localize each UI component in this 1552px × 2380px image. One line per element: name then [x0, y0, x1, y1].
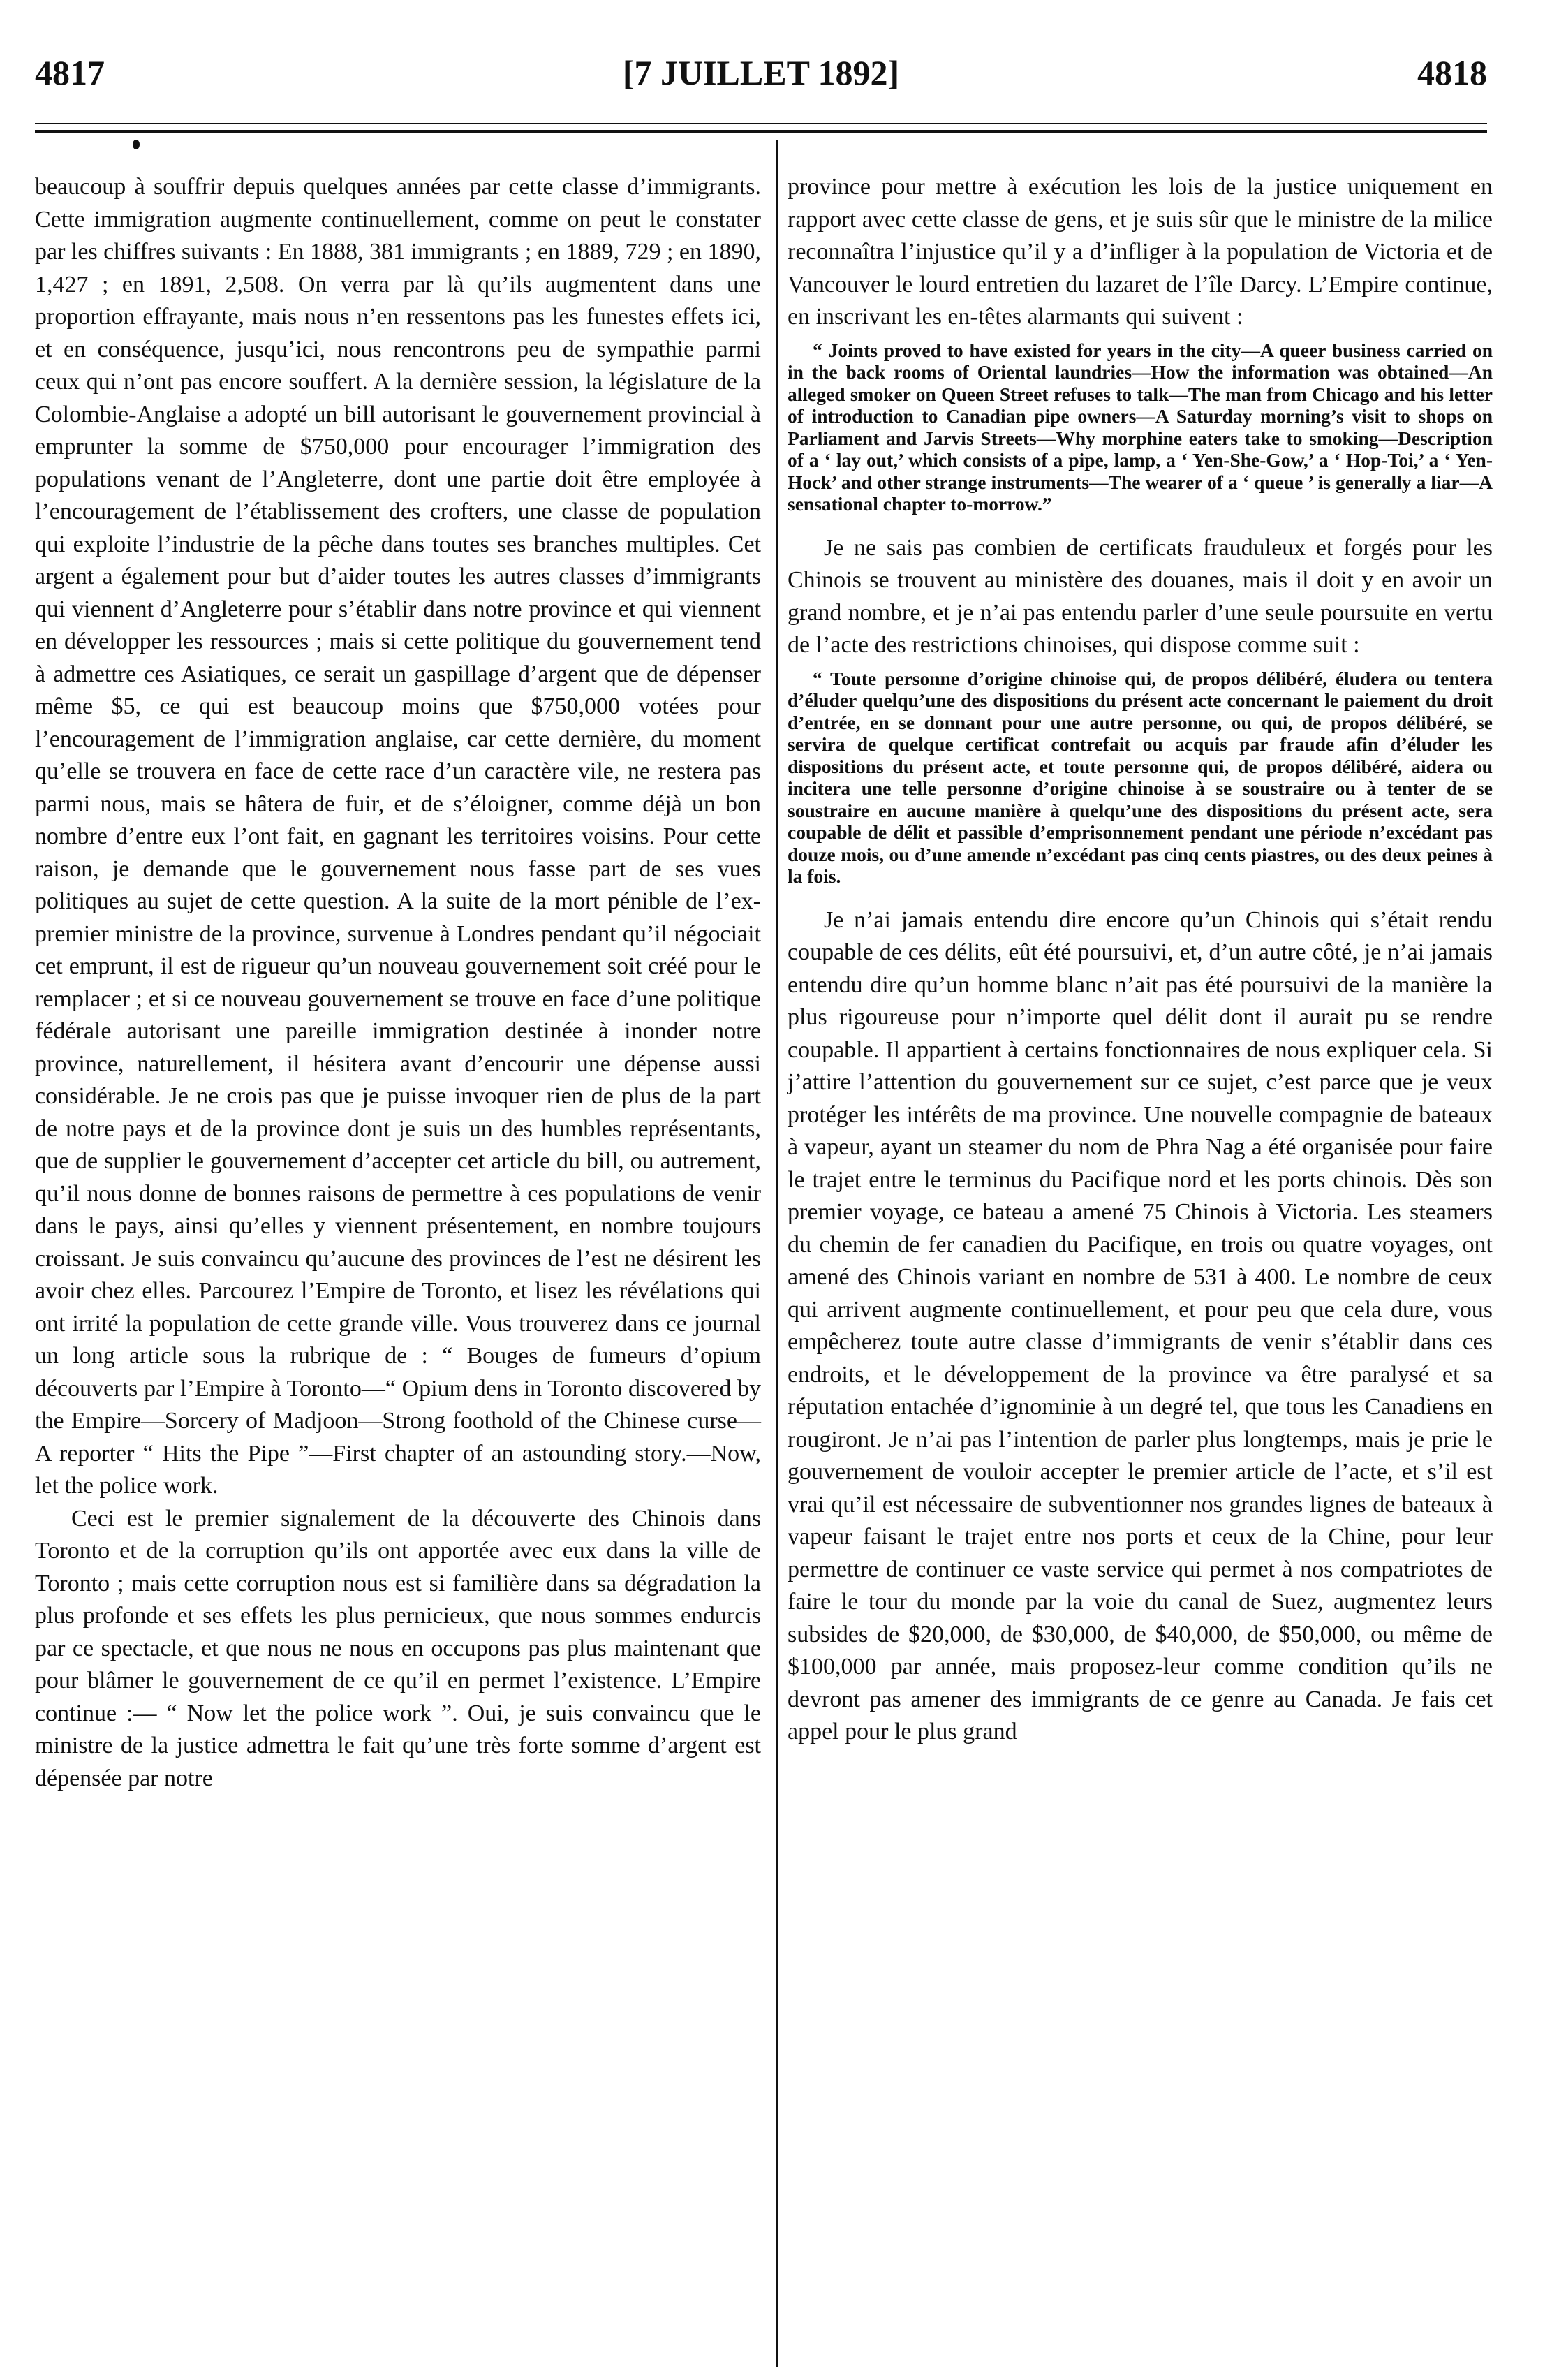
header-rule-thin	[35, 123, 1487, 124]
page-header	[35, 52, 1487, 101]
print-mark-dot	[133, 140, 140, 149]
left-paragraph-1: beaucoup à souffrir depuis quelques années par cette classe d’immigrants. Cette immigration augmente continuellement, comme on peut le constater par les chiffres suivants : En 1888, 381 immigrants ; en 1889, 729 ; en 1890, 1,427 ; en 1891, 2,508. On verra par là qu’ils augmentent dans une proportion effrayante, mais nous n’en ressentons pas les funestes effets ici, et en conséquence, jusqu’ici, nous rencontrons peu de sympathie parmi ceux qui n’ont pas encore souffert. A la dernière session, la législature de la Colombie-Anglaise a adopté un bill autorisant le gouvernement provincial à emprunter la somme de $750,000 pour encourager l’immigration des populations venant de l’Angleterre, dont une partie doit être employée à l’encouragement de l’établissement des crofters, une classe de population qui exploite l’industrie de la pêche dans toutes ses branches multiples. Cet argent a également pour but d’aider toutes les autres classes d’immigrants qui viennent d’Angleterre pour s’établir dans notre province et qui viennent en développer les ressources ; mais si cette politique du gouvernement tend à admettre ces Asiatiques, ce serait un gaspillage d’argent que de dépenser même $5, ce qui est beaucoup moins que $750,000 votées pour l’encouragement de l’immigration anglaise, car cette dernière, du moment qu’elle se trouvera en face de cette race d’un caractère vile, ne restera pas parmi nous, mais se hâtera de fuir, et de s’éloigner, comme déjà un bon nombre d’entre eux l’ont fait, en gagnant les territoires voisins. Pour cette raison, je demande que le gouvernement nous fasse part de ses vues politiques au sujet de cette question. A la suite de la mort pénible de l’ex-premier ministre de la province, survenue à Londres pendant qu’il négociait cet emprunt, il est de rigueur qu’un nouveau gouvernement soit créé pour le remplacer ; et si ce nouveau gouvernement se trouve en face d’une politique fédérale autorisant une pareille immigration destinée à inonder notre province, naturellement, il hésitera avant d’encourir une dépense aussi considérable. Je ne crois pas que je puisse invoquer rien de plus de la part de notre pays et de la province dont je suis un des humbles représentants, que de supplier le gouvernement d’accepter cet article du bill, ou autrement, qu’il nous donne de bonnes raisons de permettre à ces populations de venir dans le pays, ainsi qu’elles y viennent présentement, en nombre toujours croissant. Je suis convaincu qu’aucune des provinces de l’est ne désirent les avoir chez elles. Parcourez l’Empire de Toronto, et lisez les révélations qui ont irrité la population de cette grande ville. Vous trouverez dans ce journal un long article sous la rubrique de : “ Bouges de fumeurs d’opium découverts par l’Empire à Toronto—“ Opium dens in Toronto discovered by the Empire—Sorcery of Madjoon—Strong foothold of the Chinese curse—A reporter “ Hits the Pipe ”—First chapter of an astounding story.—Now, let the police work.	[35, 174, 762, 1499]
right-paragraph-2: Je ne sais pas combien de certificats frauduleux et forgés pour les Chinois se trouvent au ministère des douanes, mais il doit y en avoir un grand nombre, et je n’ai pas entendu parler d’une seule poursuite en vertu de l’acte des restrictions chinoises, qui dispose comme suit :	[788, 534, 1493, 658]
left-column	[35, 171, 761, 1795]
date-heading: [7 JUILLET 1892]	[622, 53, 900, 92]
quote-headlines: “ Joints proved to have existed for years in the city—A queer business carried on in the back rooms of Oriental laundries—How the information was obtained—An alleged smoker on Queen Street refuses to talk—The man from Chicago and his letter of introduction to Canadian pipe owners—A Saturday morning’s visit to shops on Parliament and Jarvis Streets—Why morphine eaters take to smoking—Description of a ‘ lay out,’ which consists of a pipe, lamp, a ‘ Yen-She-Gow,’ a ‘ Hop-Toi,’ a ‘ Yen-Hock’ and other strange instruments—The wearer of a ‘ queue ’ is generally a liar—A sensational chapter to-morrow.”	[788, 339, 1493, 515]
right-column	[788, 171, 1493, 1749]
right-paragraph-1: province pour mettre à exécution les lois de la justice uniquement en rapport avec cette classe de gens, et je suis sûr que le ministre de la milice reconnaîtra l’injustice qu’il y a d’infliger à la population de Victoria et de Vancouver le lourd entretien du lazaret de l’île Darcy. L’Empire continue, en inscrivant les en-têtes alarmants qui suivent :	[788, 174, 1493, 330]
column-divider	[776, 140, 778, 2367]
header-rule-thick	[35, 130, 1487, 133]
left-paragraph-2: Ceci est le premier signalement de la découverte des Chinois dans Toronto et de la corruption qu’ils ont apportée avec eux dans la ville de Toronto ; mais cette corruption nous est si familière dans sa dégradation la plus profonde et ses effets les plus pernicieux, que nous sommes endurcis par ce spectacle, et que nous ne nous en occupons pas plus maintenant que pour blâmer le gouvernement de ce qu’il en permet l’existence. L’Empire continue :— “ Now let the police work ”. Oui, je suis convaincu que le ministre de la justice admettra le fait qu’une très forte somme d’argent est dépensée par notre	[35, 1505, 761, 1791]
right-paragraph-3: Je n’ai jamais entendu dire encore qu’un Chinois qui s’était rendu coupable de ces délits, eût été poursuivi, et, d’un autre côté, je n’ai jamais entendu dire qu’un homme blanc n’ait pas été poursuivi de la manière la plus rigoureuse pour n’importe quel délit dont il aurait pu se rendre coupable. Il appartient à certains fonctionnaires de nous expliquer cela. Si j’attire l’attention du gouvernement sur ce sujet, c’est parce que je veux protéger les intérêts de ma province. Une nouvelle compagnie de bateaux à vapeur, ayant un steamer du nom de Phra Nag a été organisée pour faire le trajet entre le terminus du Pacifique nord et les ports chinois. Dès son premier voyage, ce bateau a amené 75 Chinois à Victoria. Les steamers du chemin de fer canadien du Pacifique, en trois ou quatre voyages, ont amené des Chinois variant en nombre de 531 à 400. Le nombre de ceux qui arrivent augmente continuellement, et pour peu que cela dure, vous empêcherez toute autre classe d’immigrants de venir s’établir dans ces endroits, et le développement de la province va être paralysé et sa réputation entachée d’ignominie à un degré tel, que tous les Canadiens en rougiront. Je n’ai pas l’intention de parler plus longtemps, mais je prie le gouvernement de vouloir accepter le premier article de l’acte, et s’il est vrai qu’il est nécessaire de subventionner nos grandes lignes de bateaux à vapeur faisant le trajet entre nos ports et ceux de la Chine, pour leur permettre de continuer ce vaste service qui permet à nos compatriotes de faire le tour du monde par la voie du canal de Suez, augmentez leurs subsides de $20,000, de $30,000, de $40,000, de $50,000, ou même de $100,000 par année, mais proposez-leur comme condition qu’ils ne devront pas amener des immigrants de ce genre au Canada. Je fais cet appel pour le plus grand	[788, 906, 1493, 1744]
left-page-number: 4817	[35, 53, 105, 92]
quote-act-provision: “ Toute personne d’origine chinoise qui, de propos délibéré, éludera ou tentera d’éluder quelqu’une des dispositions du présent acte concernant le paiement du droit d’entrée, en se donnant pour une autre personne, ou qui, de propos délibéré, se servira de quelque certificat contrefait ou acquis par fraude afin d’éluder les dispositions du présent acte, et toute personne qui, de propos délibéré, aidera ou incitera une telle personne d’origine chinoise à se soustraire ou à tenter de se soustraire en aucune manière à quelqu’une des dispositions du présent acte, sera coupable de délit et passible d’emprisonnement pendant une période n’excédant pas douze mois, ou d’une amende n’excédant pas cinq cents piastres, ou des deux peines à la fois.	[788, 667, 1493, 887]
right-page-number: 4818	[1417, 53, 1487, 92]
